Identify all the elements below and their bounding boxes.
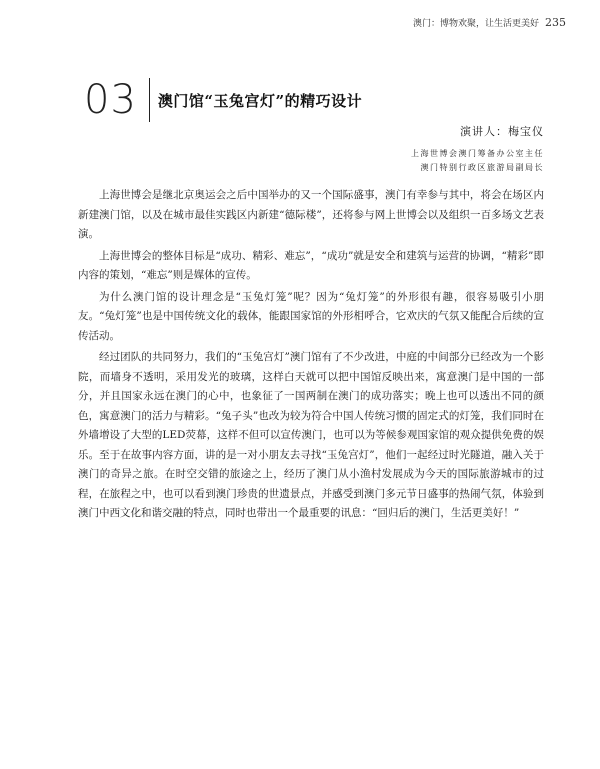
speaker-role: 上海世博会澳门筹备办公室主任 xyxy=(411,149,544,158)
paragraph: 上海世博会的整体目标是“成功、精彩、难忘”，“成功”就是安全和建筑与运营的协调，“精彩”即内容的策划，“难忘”则是媒体的宣传。 xyxy=(78,249,544,281)
paragraph: 上海世博会是继北京奥运会之后中国举办的又一个国际盛事，澳门有幸参与其中，将会在场区内新建澳门馆，以及在城市最佳实践区内新建“德际楼”，还将参与网上世博会以及组织一百多场文艺表演。 xyxy=(78,189,544,240)
running-head xyxy=(413,16,566,29)
chapter-divider xyxy=(149,78,150,122)
paragraph: 经过团队的共同努力，我们的“玉兔宫灯”澳门馆有了不少改进，中庭的中间部分已经改为一个影院，而墙身不透明，采用发光的玻璃，这样白天就可以把中国馆反映出来，寓意澳门是中国的一部分，并且国家永远在澳门的心中，也象征了一国两制在澳门的成功落实；晚上也可以透出不同的颜色，寓意澳门的活力与精彩。“兔子头”也改为较为符合中国人传统习惯的固定式的灯笼，我们同时在外墙增设了大型的LED荧幕，这样不但可以宣传澳门，也可以为等候参观国家馆的观众提供免费的娱乐。至于在故事内容方面，讲的是一对小朋友去寻找“玉兔宫灯”，他们一起经过时光隧道，融入关于澳门的奇异之旅。在时空交错的旅途之上，经历了澳门从小渔村发展成为今天的国际旅游城市的过程，在旅程之中，也可以看到澳门珍贵的世遗景点，并感受到澳门多元节日盛事的热闹气氛，体验到澳门中西文化和谐交融的特点，同时也带出一个最重要的讯息：“回归后的澳门，生活更美好！” xyxy=(78,351,544,519)
speaker-role: 澳门特别行政区旅游局副局长 xyxy=(420,163,544,172)
running-head-section: 澳门：博物欢聚，让生活更美好 xyxy=(412,19,539,29)
chapter-heading xyxy=(84,78,362,122)
speaker-block xyxy=(411,123,544,175)
speaker-name: 演讲人：梅宝仪 xyxy=(460,125,544,138)
body-text xyxy=(78,186,544,526)
page-number: 235 xyxy=(545,16,566,29)
chapter-title: 澳门馆“玉兔宫灯”的精巧设计 xyxy=(157,91,363,110)
chapter-number: 03 xyxy=(84,77,137,123)
paragraph: 为什么澳门馆的设计理念是“玉兔灯笼”呢？因为“兔灯笼”的外形很有趣，很容易吸引小朋友。“兔灯笼”也是中国传统文化的载体，能跟国家馆的外形相呼合，它欢庆的气氛又能配合后续的宣传活动。 xyxy=(78,290,544,342)
